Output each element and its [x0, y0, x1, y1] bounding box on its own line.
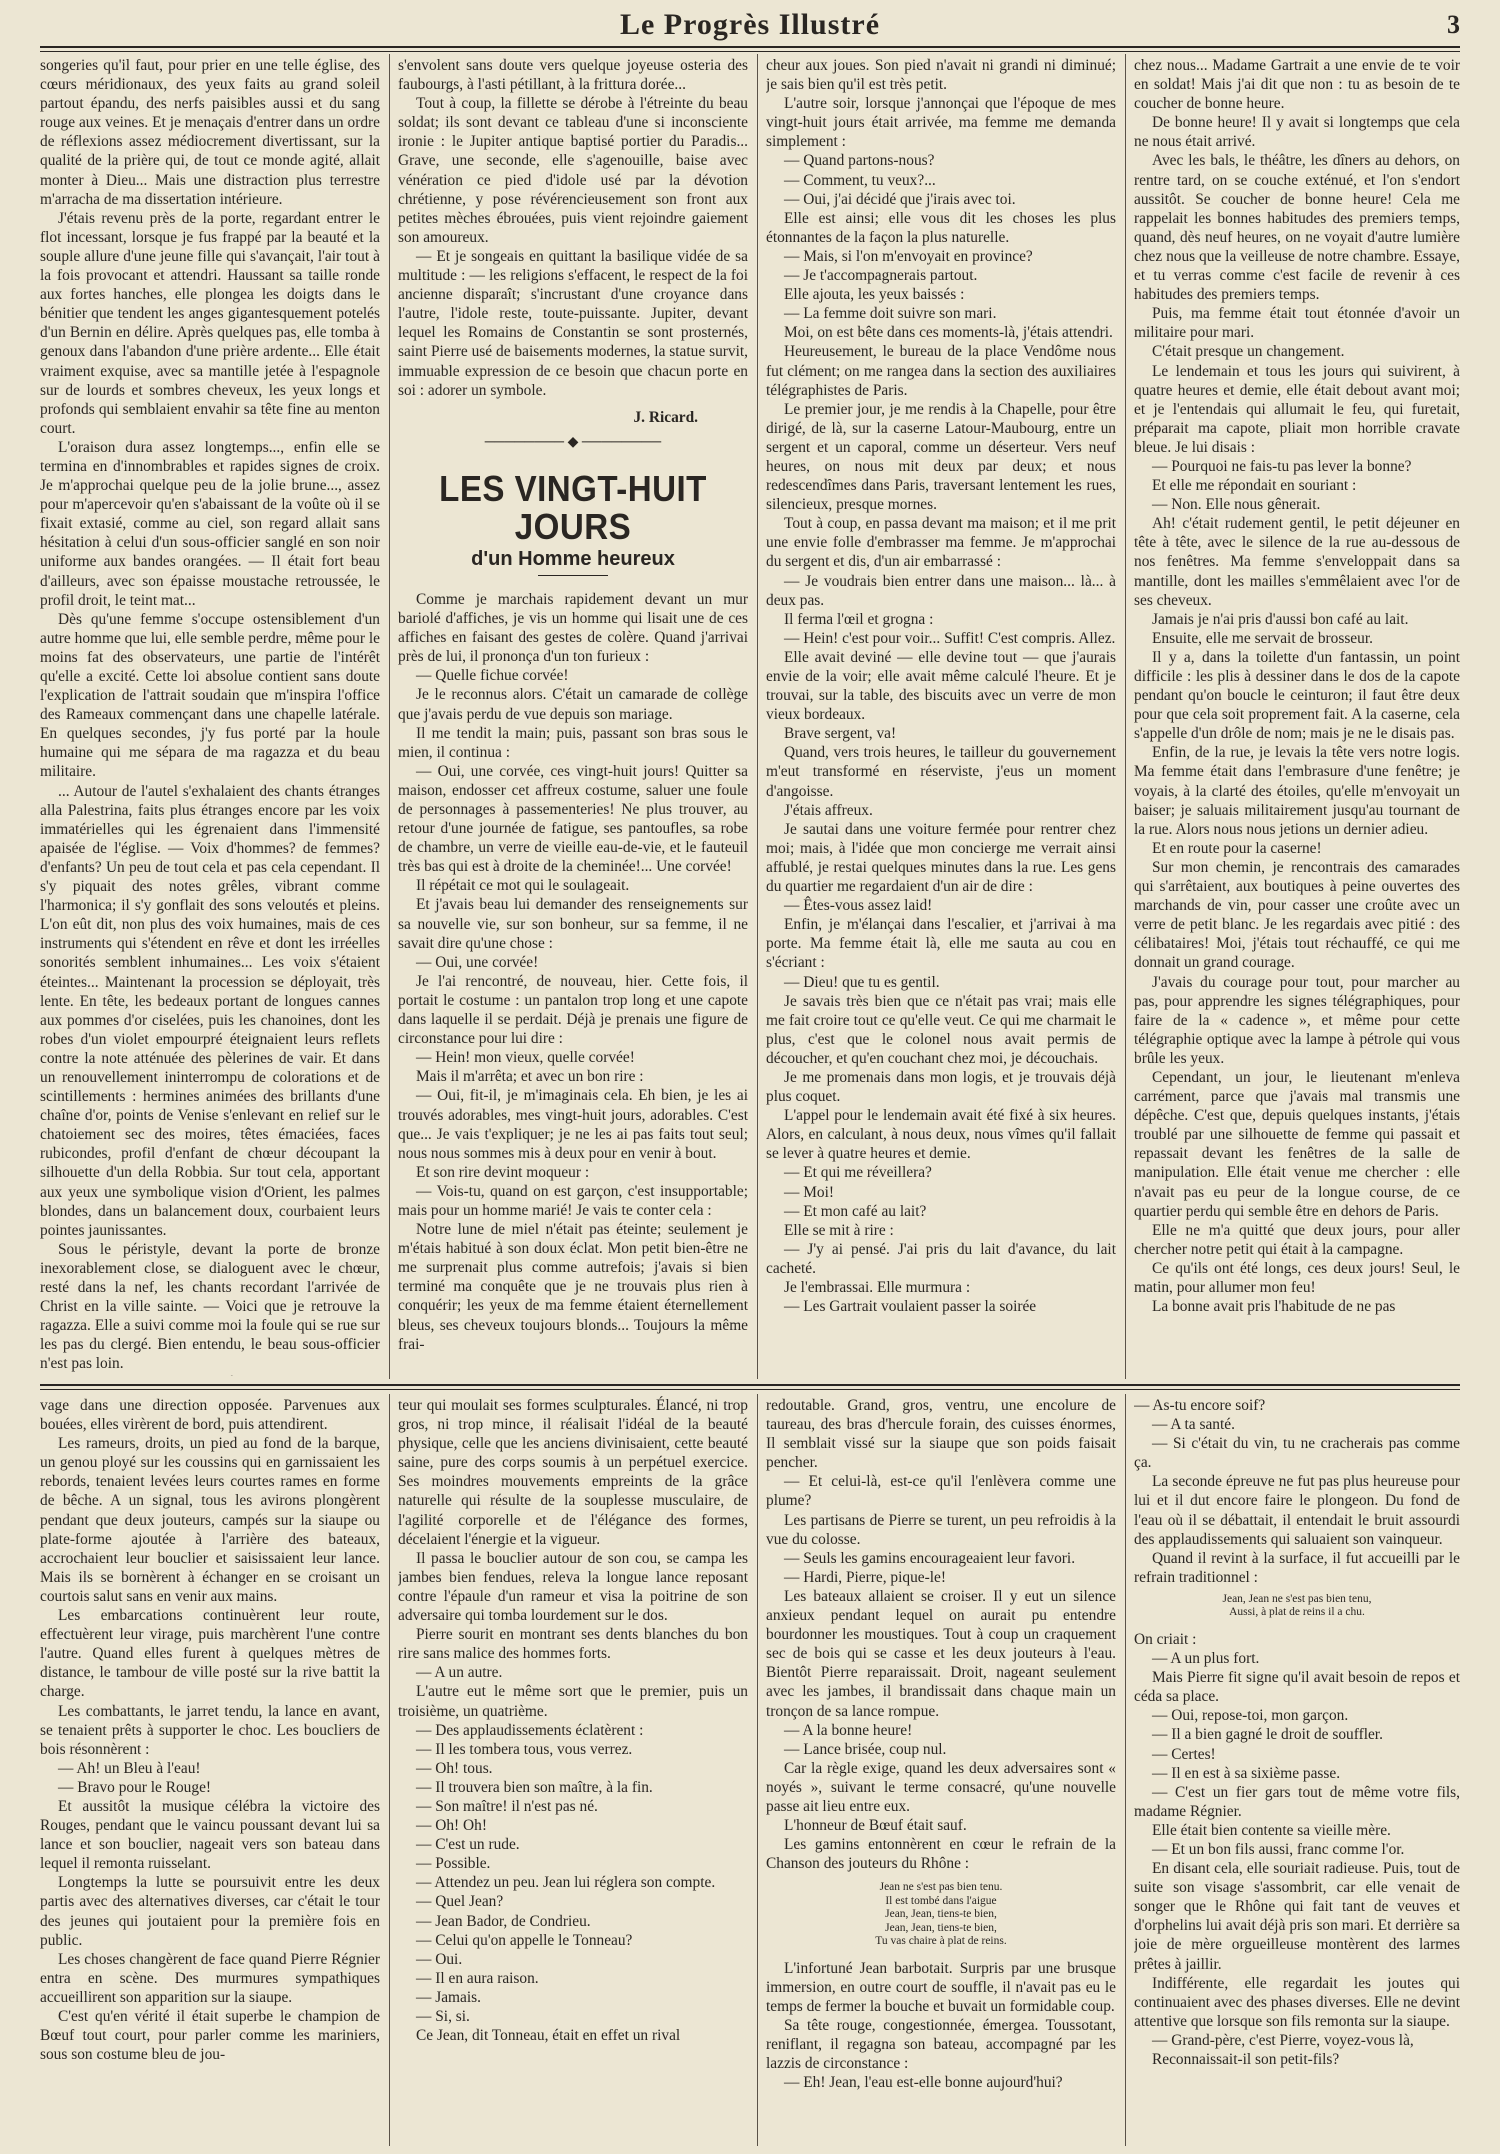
paragraph: — Son maître! il n'est pas né.: [416, 1797, 598, 1815]
paragraph: Et aussitôt la musique célébra la victoire des Rouges, pendant que le vaincu poussant devant lui sa lance et son bouclier, nageait vers son bateau dans lequel il remonta ruisselant.: [40, 1797, 380, 1873]
paragraph: — Hein! c'est pour voir... Suffit! C'est compris. Allez.: [784, 629, 1116, 647]
paragraph: L'infortuné Jean barbotait. Surpris par une brusque immersion, en outre court de souffle, il n'avait pas eu le temps de fermer la bouche et buvait un formidable coup.: [766, 1959, 1116, 2016]
paragraph: — Ah! un Bleu à l'eau!: [58, 1759, 201, 1777]
paragraph: — Mais, si l'on m'envoyait en province?: [784, 247, 1033, 265]
paragraph: Il me tendit la main; puis, passant son bras sous le mien, il continua :: [398, 724, 748, 761]
paragraph: Je l'embrassai. Elle murmura :: [784, 1279, 971, 1296]
paragraph: ... Autour de l'autel s'exhalaient des chants étranges alla Palestrina, faits plus étranges encore par les voix immatérielles qui les égrenaient dans l'immensité apaisée de l'église. — Voix d'hommes? de femmes? d'enfants? Un peu de tout cela et pas cela cependant. Il s'y piquait des notes grêles, vibrant comme l'harmonica; il s'y gonflait des sons veloutés et pleins. L'on eût dit, non plus des voix humaines, mais de ces instruments qui s'étendent en rêve et dont les irréelles sonorités semblent inhumaines... Les voix s'étaient éteintes... Maintenant la procession se déployait, très lente. En tête, les bedeaux portant de longues cannes aux pommes d'or ciselées, puis les chanoines, dont les robes d'un violet empourpré éteignaient leurs reflets contre la note atténuée des pèlerines de vair. Et dans un renouvellement ininterrompu de colorations et de scintillements : hermines animées des brillants d'une chaîne d'or, points de Venise s'enlevant en relief sur le chatoiement sec des moires, têtes émaciées, faces rubicondes, profil d'enfant de chœur découpant la silhouette d'un della Robbia. Sur tout cela, apportant aux yeux une symbolique vision d'Orient, les palmes blondes, dans un balancement doux, courbaient leurs pointes jaunissantes.: [40, 782, 380, 1239]
paragraph: — Bravo pour le Rouge!: [58, 1778, 212, 1796]
paragraph: Moi, on est bête dans ces moments-là, j'étais attendri.: [784, 324, 1113, 342]
newspaper-title: Le Progrès Illustré: [619, 8, 881, 41]
paragraph: — Non. Elle nous gênerait.: [1152, 496, 1321, 514]
paragraph: Les embarcations continuèrent leur route, effectuèrent leur virage, puis marchèrent l'une contre l'autre. Quand elles furent à quelques mètres de distance, le tambour de ville posté sur la rive battit la charge.: [40, 1607, 380, 1701]
paragraph: — C'est un rude.: [416, 1836, 520, 1854]
paragraph: Quand il revint à la surface, il fut accueilli par le refrain traditionnel :: [1134, 1549, 1460, 1586]
paragraph: L'autre soir, lorsque j'annonçai que l'époque de mes vingt-huit jours était arrivée, ma femme me demanda simplement :: [766, 95, 1116, 151]
paragraph: — Êtes-vous assez laid!: [784, 897, 933, 915]
paragraph: Les rameurs, droits, un pied au fond de la barque, un genou ployé sur les coussins qui en garnissaient les rebords, tenaient levées leurs courtes rames en forme de bêche. A un signal, tous les avirons plongèrent pendant que deux jouteurs, campés sur la siaupe ou plate-forme ajoutée à l'arrière des bateaux, accrochaient leur bouclier et saisissaient leur lance. Mais ils se bornèrent à échanger en se croisant un courtois salut sans en venir aux mains.: [40, 1435, 380, 1605]
paragraph: Car la règle exige, quand les deux adversaires sont « noyés », suivant le terme consacré, qu'une nouvelle passe ait lieu entre eux.: [766, 1759, 1116, 1815]
song-line: Jean, Jean ne s'est pas bien tenu,: [1222, 1592, 1372, 1605]
paragraph: — Oui, repose-toi, mon garçon.: [1152, 1707, 1349, 1725]
paragraph: — A la bonne heure!: [784, 1721, 913, 1739]
subhead-rule: [538, 575, 608, 576]
paragraph: — Lance brisée, coup nul.: [784, 1740, 947, 1758]
paragraph: — Oui.: [416, 1950, 463, 1968]
paragraph: — Il en aura raison.: [416, 1969, 539, 1987]
song-line: Il est tombé dans l'aigue: [885, 1894, 997, 1907]
paragraph: — Il trouvera bien son maître, à la fin.: [416, 1778, 653, 1796]
paragraph: — Eh! Jean, l'eau est-elle bonne aujourd'hui?: [784, 2074, 1063, 2092]
paragraph: Elle avait deviné — elle devine tout — que j'aurais envie de la voir; elle avait même calculé l'heure. Et je trouvai, sur la table, des biscuits avec un verre de mon vieux bordeaux.: [766, 648, 1116, 724]
paragraph: Je l'ai rencontré, de nouveau, hier. Cette fois, il portait le costume : un pantalon trop long et une capote dans laquelle il se perdait. Déjà je prenais une figure de circonstance pour lui dire :: [398, 972, 748, 1048]
bottom-column-2: [398, 1396, 748, 2148]
paragraph: — C'est un fier gars tout de même votre fils, madame Régnier.: [1134, 1783, 1460, 1820]
paragraph: Je savais très bien que ce n'était pas vrai; mais elle me fait croire tout ce qu'elle veut. Ce qui me charmait le plus, c'est que le colonel nous avait permis de découcher, et qu'en couchant chez moi, je découchais.: [766, 992, 1116, 1067]
paragraph: — Possible.: [416, 1855, 491, 1873]
paragraph: Heureusement, le bureau de la place Vendôme nous fut clément; on me rangea dans la section des auxiliaires télégraphistes de Paris.: [766, 343, 1116, 399]
paragraph: songeries qu'il faut, pour prier en une telle église, des cœurs méridionaux, des yeux faits au grand soleil partout épandu, des nerfs paisibles aussi et du sang rouge aux veines. Et je menaçais d'entrer dans un ordre de réflexions assez médiocrement divertissant, sur la qualité de la prière qui, de tout ce monde agité, allait monter à Dieu... Mais une distraction plus terrestre m'arracha de ma dissertation intérieure.: [40, 57, 380, 208]
paragraph: Enfin, de la rue, je levais la tête vers notre logis. Ma femme était dans l'embrasure d'une fenêtre; je voyais, à la clarté des étoiles, qu'elle m'envoyait un baiser; je saluais militairement jusqu'au tournant de la rue. Alors nous nous jetions un dernier adieu.: [1134, 744, 1460, 838]
paragraph: Quand, vers trois heures, le tailleur du gouvernement m'eut transformé en réserviste, j'eus un moment d'angoisse.: [766, 744, 1116, 800]
paragraph: — Quand partons-nous?: [784, 152, 935, 170]
paragraph: La seconde épreuve ne fut pas plus heureuse pour lui et il dut encore faire le plongeon. Du fond de l'eau où il se débattait, il entendait le bruit assourdi des applaudissements qui saluaient son vainqueur.: [1134, 1473, 1460, 1548]
paragraph: — Et un bon fils aussi, franc comme l'or.: [1152, 1840, 1405, 1858]
article-headline: LES VINGT-HUIT JOURS: [439, 467, 707, 547]
paragraph: Elle ajouta, les yeux baissés :: [784, 286, 965, 304]
column-rule: [757, 1394, 758, 2146]
paragraph: — Et celui-là, est-ce qu'il l'enlèvera comme une plume?: [766, 1473, 1116, 1510]
paragraph: — Oui, j'ai décidé que j'irais avec toi.: [784, 190, 1016, 208]
paragraph: Pierre sourit en montrant ses dents blanches du bon rire sans malice des hommes forts.: [398, 1626, 748, 1663]
paragraph: Ce qu'ils ont été longs, ces deux jours! Seul, le matin, pour allumer mon feu!: [1134, 1259, 1460, 1296]
paragraph: Les choses changèrent de face quand Pierre Régnier entra en scène. Des murmures sympathiques accueillirent son apparition sur la siaupe.: [40, 1950, 380, 2006]
paragraph: vage dans une direction opposée. Parvenues aux bouées, elles virèrent de bord, puis attendirent.: [40, 1397, 380, 1434]
paragraph: Le lendemain et tous les jours qui suivirent, à quatre heures et demie, elle était debout avant moi; et je l'entendais qui allumait le feu, qui furetait, préparait ma capote, pliait mon horrible cravate bleue. Je lui disais :: [1134, 362, 1460, 456]
paragraph: Les gamins entonnèrent en cœur le refrain de la Chanson des jouteurs du Rhône :: [766, 1836, 1116, 1873]
paragraph: Puis, ma femme était tout étonnée d'avoir un militaire pour mari.: [1134, 305, 1460, 342]
paragraph: La bonne avait pris l'habitude de ne pas: [1152, 1298, 1396, 1316]
paragraph: Ensuite, elle me servait de brosseur.: [1152, 629, 1373, 647]
paragraph: De bonne heure! Il y avait si longtemps que cela ne nous était arrivé.: [1134, 114, 1460, 151]
paragraph: — Oui, fit-il, je m'imaginais cela. Eh bien, je les ai trouvés adorables, mes vingt-huit jours, adorables. C'est que... Je vais t'expliquer; je ne les ai pas faits tout seul; nous nous sommes mis à deux pour en venir à bout.: [398, 1087, 748, 1162]
paragraph: — Grand-père, c'est Pierre, voyez-vous là,: [1152, 2031, 1414, 2049]
song-line: Aussi, à plat de reins il a chu.: [1229, 1606, 1365, 1619]
paragraph: Elle se mit à rire :: [784, 1221, 894, 1239]
paragraph: redoutable. Grand, gros, ventru, une encolure de taureau, des bras d'hercule forain, des cuisses énormes, Il semblait vissé sur la siaupe que son poids faisait pencher.: [766, 1397, 1116, 1472]
paragraph: Mais Pierre fit signe qu'il avait besoin de repos et céda sa place.: [1134, 1669, 1460, 1706]
paragraph: — Pourquoi ne fais-tu pas lever la bonne?: [1152, 457, 1412, 475]
paragraph: Et j'avais beau lui demander des renseignements sur sa nouvelle vie, sur son bonheur, sur sa femme, il ne savait dire qu'une chose :: [398, 896, 748, 952]
bottom-column-1: [40, 1396, 380, 2148]
paragraph: — Les Gartrait voulaient passer la soirée: [784, 1298, 1037, 1316]
paragraph: — Et qui me réveillera?: [784, 1164, 932, 1182]
paragraph: chez nous... Madame Gartrait a une envie de te voir en soldat! Mais j'ai dit que non : tu as besoin de te coucher de bonne heure.: [1134, 57, 1460, 113]
column-rule: [1125, 1394, 1126, 2146]
paragraph: — Seuls les gamins encourageaient leur favori.: [784, 1549, 1076, 1567]
paragraph: Il y a, dans la toilette d'un fantassin, un point difficile : les plis à dessiner dans le dos de la capote pendant qu'on boucle le ceinturon; il faut être deux pour que cela soit proprement fait. A la caserne, cela s'appelle d'un drôle de nom; mais je ne le disais pas.: [1134, 648, 1460, 743]
paragraph: — Celui qu'on appelle le Tonneau?: [416, 1931, 633, 1949]
page-number: 3: [1447, 10, 1460, 39]
paragraph: — La femme doit suivre son mari.: [784, 305, 997, 323]
paragraph: Et son rire devint moqueur :: [416, 1163, 590, 1181]
paragraph: cheur aux joues. Son pied n'avait ni grandi ni diminué; je sais bien qu'il est très petit.: [766, 57, 1116, 94]
paragraph: Avec les bals, le théâtre, les dîners au dehors, on rentre tard, on se couche exténué, et l'on s'endort aussitôt. Se coucher de bonne heure! Cela me rappelait les bonnes habitudes des premiers temps, quand, dès neuf heures, on ne voyait d'autre lumière chez nous que la veilleuse de notre chambre. Essaye, et tu verras comme c'est facile de revenir à ces habitudes des premiers temps.: [1134, 152, 1460, 304]
paragraph: — Attendez un peu. Jean lui réglera son compte.: [416, 1874, 716, 1892]
paragraph: Ah! c'était rudement gentil, le petit déjeuner en tête à tête, avec le silence de la rue au-dessous de nos fenêtres. Ma femme s'enveloppait dans sa mantille, dont les mailles s'emmêlaient avec l'or de ses cheveux.: [1134, 515, 1460, 609]
paragraph: Le premier jour, je me rendis à la Chapelle, pour être dirigé, de là, sur la caserne Latour-Maubourg, entre un sergent et un caporal, comme un déserteur. Vers neuf heures, on nous mit deux par deux; et nous redescendîmes dans Paris, traversant lentement les rues, silencieux, presque mornes.: [766, 400, 1116, 514]
paragraph: Tout à coup, la fillette se dérobe à l'étreinte du beau soldat; ils sont devant ce tableau d'une si inconsciente ironie : le Jupiter antique baptisé portier du Paradis... Grave, une seconde, elle s'agenouille, baise avec vénération ce pied d'idole usé par la dévotion chrétienne, y pose révérencieusement son front aux petites mèches ébrouées, puis vient rejoindre gaiement son amoureux.: [398, 95, 748, 246]
paragraph: [40, 1373, 380, 1376]
paragraph: Il ferma l'œil et grogna :: [784, 610, 934, 628]
paragraph: Il passa le bouclier autour de son cou, se campa les jambes bien fendues, releva la longue lance reposant contre l'épaule d'un rameur et visa la poitrine de son adversaire qui tomba lourdement sur le dos.: [398, 1549, 748, 1625]
paragraph: Les combattants, le jarret tendu, la lance en avant, se tenaient prêts à supporter le choc. Les boucliers de bois résonnèrent :: [40, 1702, 380, 1758]
paragraph: Tout à coup, en passa devant ma maison; et il me prit une envie folle d'embrasser ma femme. Je m'approchai du sergent et dis, d'un air embarrassé :: [766, 515, 1116, 571]
paragraph: — Vois-tu, quand on est garçon, c'est insupportable; mais pour un homme marié! Je vais te conter cela :: [398, 1182, 748, 1219]
paragraph: — Je voudrais bien entrer dans une maison... là... à deux pas.: [766, 572, 1116, 609]
paragraph: Et en route pour la caserne!: [1152, 839, 1322, 857]
paragraph: Sous le péristyle, devant la porte de bronze inexorablement close, se dialoguent avec le chœur, resté dans la nef, les chants recordant l'arrivée de Christ en la ville sainte. — Voici que je retrouve la ragazza. Elle a suivi comme moi la foule qui se rue sur les pas du clergé. Bien entendu, le beau sous-officier n'est pas loin.: [40, 1240, 380, 1373]
paragraph: — Si, si.: [416, 2008, 470, 2025]
bottom-column-4: [1134, 1396, 1460, 2148]
top-column-4: [1134, 56, 1460, 1376]
paragraph: — Moi!: [784, 1183, 835, 1201]
paragraph: — Jean Bador, de Condrieu.: [416, 1912, 591, 1930]
paragraph: L'appel pour le lendemain avait été fixé à six heures. Alors, en calculant, à nous deux, nous vîmes qu'il fallait se lever à quatre heures et demie.: [766, 1107, 1116, 1163]
song-verse: [1134, 1593, 1460, 1620]
song-line: Tu vas chaire à plat de reins.: [875, 1935, 1007, 1948]
bottom-column-3: [766, 1396, 1116, 2148]
paragraph: L'oraison dura assez longtemps..., enfin elle se termina en d'innombrables et rapides signes de croix. Je m'approchai quelque peu de la jolie brune..., assez pour m'apercevoir qu'en s'abaissant de la voûte où il se fixait extasié, comme au ciel, son regard allait sans hésitation à celui d'un sous-officier sanglé en son noir uniforme aux bandes orangées. — Il était fort beau d'ailleurs, avec son épaisse moustache retroussée, le profil droit, le teint mat...: [40, 438, 380, 609]
paragraph: Je me promenais dans mon logis, et je trouvais déjà plus coquet.: [766, 1068, 1116, 1106]
column-rule: [389, 1394, 390, 2146]
paragraph: Sa tête rouge, congestionnée, émergea. Toussotant, reniflant, il regagna son bateau, accompagné par les lazzis de circonstance :: [766, 2017, 1116, 2073]
paragraph: — Oh! Oh!: [416, 1817, 487, 1835]
paragraph: Elle ne m'a quitté que deux jours, pour aller chercher notre petit qui était à la campagne.: [1134, 1221, 1460, 1258]
paragraph: — Certes!: [1152, 1745, 1216, 1763]
paragraph: J'avais du courage pour tout, pour marcher au pas, pour apprendre les signes télégraphiques, pour faire de la « cadence », et même pour cette télégraphie optique avec la lampe à pétrole qui vous brûle les yeux.: [1134, 973, 1460, 1067]
paragraph: — Il les tombera tous, vous verrez.: [416, 1740, 633, 1758]
paragraph: Mais il m'arrêta; et avec un bon rire :: [416, 1068, 644, 1086]
paragraph: — Oui, une corvée!: [416, 953, 539, 971]
paragraph: — Hein! mon vieux, quelle corvée!: [416, 1049, 635, 1067]
paragraph: Cependant, un jour, le lieutenant m'enleva carrément, parce que j'avais mal transmis une dépêche. C'est que, depuis quelques instants, j'étais troublé par une silhouette de femme qui passait et repassait devant les fenêtres de la salle de manipulation. Elle était venue me chercher : elle n'avait pas eu peur de la longue course, de ce quartier perdu qui semble être en dehors de Paris.: [1134, 1068, 1460, 1220]
song-line: Jean, Jean, tiens-te bien,: [885, 1908, 997, 1921]
paragraph: — Il en est à sa sixième passe.: [1152, 1764, 1341, 1782]
top-column-2: [398, 56, 748, 1376]
paragraph: J'étais affreux.: [784, 801, 873, 819]
top-column-1: [40, 56, 380, 1376]
paragraph: C'était presque un changement.: [1152, 343, 1345, 361]
top-column-3: [766, 56, 1116, 1376]
paragraph: — Quelle fichue corvée!: [416, 667, 569, 685]
masthead-rule: [40, 46, 1460, 52]
section-divider: [40, 1384, 1460, 1390]
paragraph: — J'y ai pensé. J'ai pris du lait d'avance, du lait cacheté.: [766, 1240, 1116, 1277]
paragraph: Comme je marchais rapidement devant un mur bariolé d'affiches, je vis un homme qui lisait une de ces affiches en faisant des gestes de colère. Quand j'arrivai près de lui, il prononça d'un ton furieux :: [398, 590, 748, 666]
paragraph: — Et je songeais en quittant la basilique vidée de sa multitude : — les religions s'effacent, le respect de la foi ancienne disparaît; s'incrustant d'une croyance dans l'autre, l'idole reste, toute-puissante. Jupiter, devant lequel les Romains de Constantin se sont prosternés, saint Pierre usé de baisements modernes, la statue survit, immuable expression de ce besoin que chacun porte en soi : adorer un symbole.: [398, 247, 748, 399]
paragraph: Brave sergent, va!: [784, 725, 897, 743]
paragraph: Les bateaux allaient se croiser. Il y eut un silence anxieux pendant lequel on aurait pu entendre bourdonner les moustiques. Tout à coup un craquement sec de bois qui se casse et les deux jouteurs à l'eau. Bientôt Pierre reparaissait. Droit, nageant seulement avec les jambes, il brandissait dans chaque main un tronçon de sa lance rompue.: [766, 1587, 1116, 1720]
paragraph: Il répétait ce mot qui le soulageait.: [416, 877, 630, 895]
paragraph: — Et mon café au lait?: [784, 1202, 927, 1220]
paragraph: Elle était bien contente sa vieille mère.: [1152, 1821, 1391, 1839]
paragraph: Et elle me répondait en souriant :: [1152, 477, 1357, 495]
masthead: [40, 8, 1460, 42]
paragraph: — A ta santé.: [1152, 1416, 1235, 1434]
article-signature: J. Ricard.: [633, 408, 698, 426]
paragraph: Notre lune de miel n'était pas éteinte; seulement je m'étais habitué à son doux éclat. Mon petit bien-être ne me surprenait plus comme autrefois; j'avais si bien terminé ma conquête que je ne trouvais plus rien à conquérir; les yeux de ma femme étaient éternellement bleus, ses cheveux toujours blonds... Toujours la même frai-: [398, 1221, 748, 1353]
song-verse: [766, 1881, 1116, 1949]
paragraph: Ce Jean, dit Tonneau, était en effet un rival: [416, 2027, 681, 2045]
paragraph: Les partisans de Pierre se turent, un peu refroidis à la vue du colosse.: [766, 1511, 1116, 1548]
paragraph: teur qui moulait ses formes sculpturales. Élancé, ni trop gros, ni trop mince, il réalisait l'idéal de la beauté physique, celle que les anciens divinisaient, cette beauté saine, pure des corps soumis à un perpétuel exercice. Ses moindres mouvements empreints de la grâce naturelle qui résulte de la souplesse musculaire, de l'agilité corporelle et de l'élégance des formes, décelaient l'énergie et la vigueur.: [398, 1397, 748, 1548]
paragraph: En disant cela, elle souriait radieuse. Puis, tout de suite son visage s'assombrit, car elle venait de songer que le Rhône qui fait tant de veuves et d'orphelins lui avait déjà pris son mari. Et derrière sa joie de mère orgueilleuse montèrent des larmes prêtes à jaillir.: [1134, 1860, 1460, 1973]
paragraph: — A un autre.: [416, 1664, 503, 1682]
paragraph: — Comment, tu veux?...: [784, 171, 936, 189]
paragraph: — Oui, une corvée, ces vingt-huit jours! Quitter sa maison, endosser cet affreux costume, saluer une foule de personnages à passementeries! Ne plus trouver, au retour d'une journée de fatigue, ses pantoufles, sa robe de chambre, un verre de vieille eau-de-vie, et le fauteuil très bas qui est à droite de la cheminée!... Une corvée!: [398, 762, 748, 876]
paragraph: Dès qu'une femme s'occupe ostensiblement d'un autre homme que lui, elle semble perdre, même pour le moins fat des observateurs, une partie de l'intérêt qu'elle a excité. Cette loi absolue contient sans doute l'explication de l'attrait soudain que m'inspira l'office des Rameaux commençant dans une chapelle latérale. En quelques secondes, j'y fus porté par la houle humaine qui me sépara de ma ragazza et du beau militaire.: [40, 610, 380, 781]
paragraph: L'autre eut le même sort que le premier, puis un troisième, un quatrième.: [398, 1683, 748, 1720]
song-line: Jean ne s'est pas bien tenu.: [879, 1881, 1003, 1894]
paragraph: Sur mon chemin, je rencontrais des camarades qui s'arrêtaient, aux boutiques à peine ouvertes des marchands de vin, pour casser une croûte avec un verre de petit blanc. Je les regardais avec pitié : des célibataires! Moi, j'étais tout réchauffé, ce qui me donnait un grand courage.: [1134, 858, 1460, 972]
paragraph: Enfin, je m'élançai dans l'escalier, et j'arrivai à ma porte. Ma femme était là, elle me sauta au cou en s'écriant :: [766, 916, 1116, 972]
paragraph: — Des applaudissements éclatèrent :: [416, 1721, 644, 1739]
paragraph: — Hardi, Pierre, pique-le!: [784, 1568, 946, 1586]
paragraph: — Quel Jean?: [416, 1893, 504, 1911]
article-subhead: d'un Homme heureux: [471, 547, 675, 570]
paragraph: On criait :: [1134, 1630, 1197, 1648]
paragraph: s'envolent sans doute vers quelque joyeuse osteria des faubourgs, à l'asti pétillant, à la frittura dorée...: [398, 57, 748, 94]
song-line: Jean, Jean, tiens-te bien,: [885, 1921, 997, 1934]
paragraph: Elle est ainsi; elle vous dit les choses les plus étonnantes de la façon la plus naturelle.: [766, 209, 1116, 246]
paragraph: Je sautai dans une voiture fermée pour rentrer chez moi; mais, à l'idée que mon concierge me verrait ainsi affublé, je restai quelques minutes dans la rue. Les gens du quartier me regardaient d'un air de dire :: [766, 820, 1116, 896]
column-rule: [389, 54, 390, 1379]
paragraph: — Je t'accompagnerais partout.: [784, 267, 978, 285]
paragraph: C'est qu'en vérité il était superbe le champion de Bœuf tout court, pour parler comme les mariniers, sous son costume bleu de jou-: [40, 2008, 380, 2064]
paragraph: J'étais revenu près de la porte, regardant entrer le flot incessant, lorsque je fus frappé par la beauté et la souple allure d'une jeune fille qui s'avançait, l'air tout à la fois provocant et attendri. Haussant sa taille ronde aux fortes hanches, elle plongea les doigts dans le bénitier que tendent les anges gigantesquement potelés d'un Bernin en délire. Après quelques pas, elle tomba à genoux dans l'abandon d'une prière ardente... Elle était vraiment exquise, avec sa mantille jetée à l'espagnole sur de lourds et sombres cheveux, les yeux longs et profonds qui semblaient envahir sa tête fine au menton court.: [40, 209, 380, 437]
paragraph: — Oh! tous.: [416, 1759, 493, 1777]
paragraph: Je le reconnus alors. C'était un camarade de collège que j'avais perdu de vue depuis son mariage.: [398, 686, 748, 723]
ornament-divider: ──────── ◆ ────────: [484, 434, 662, 450]
paragraph: — As-tu encore soif?: [1134, 1397, 1266, 1414]
paragraph: Longtemps la lutte se poursuivit entre les deux partis avec des alternatives diverses, car c'était le tour des jeunes qui joutaient pour la première fois en public.: [40, 1874, 380, 1949]
paragraph: — Il a bien gagné le droit de souffler.: [1152, 1726, 1383, 1744]
paragraph: Reconnaissait-il son petit-fils?: [1152, 2051, 1340, 2068]
paragraph: — A un plus fort.: [1152, 1650, 1260, 1668]
paragraph: Jamais je n'ai pris d'aussi bon café au lait.: [1152, 610, 1409, 628]
paragraph: — Dieu! que tu es gentil.: [784, 973, 940, 991]
paragraph: Indifférente, elle regardait les joutes qui continuaient avec des phases diverses. Elle ne devint attentive que lorsque son fils remonta sur la siaupe.: [1134, 1974, 1460, 2030]
column-rule: [1125, 54, 1126, 1379]
paragraph: — Jamais.: [416, 1988, 481, 2006]
paragraph: L'honneur de Bœuf était sauf.: [784, 1817, 967, 1835]
column-rule: [757, 54, 758, 1379]
paragraph: — Si c'était du vin, tu ne cracherais pas comme ça.: [1134, 1435, 1460, 1472]
